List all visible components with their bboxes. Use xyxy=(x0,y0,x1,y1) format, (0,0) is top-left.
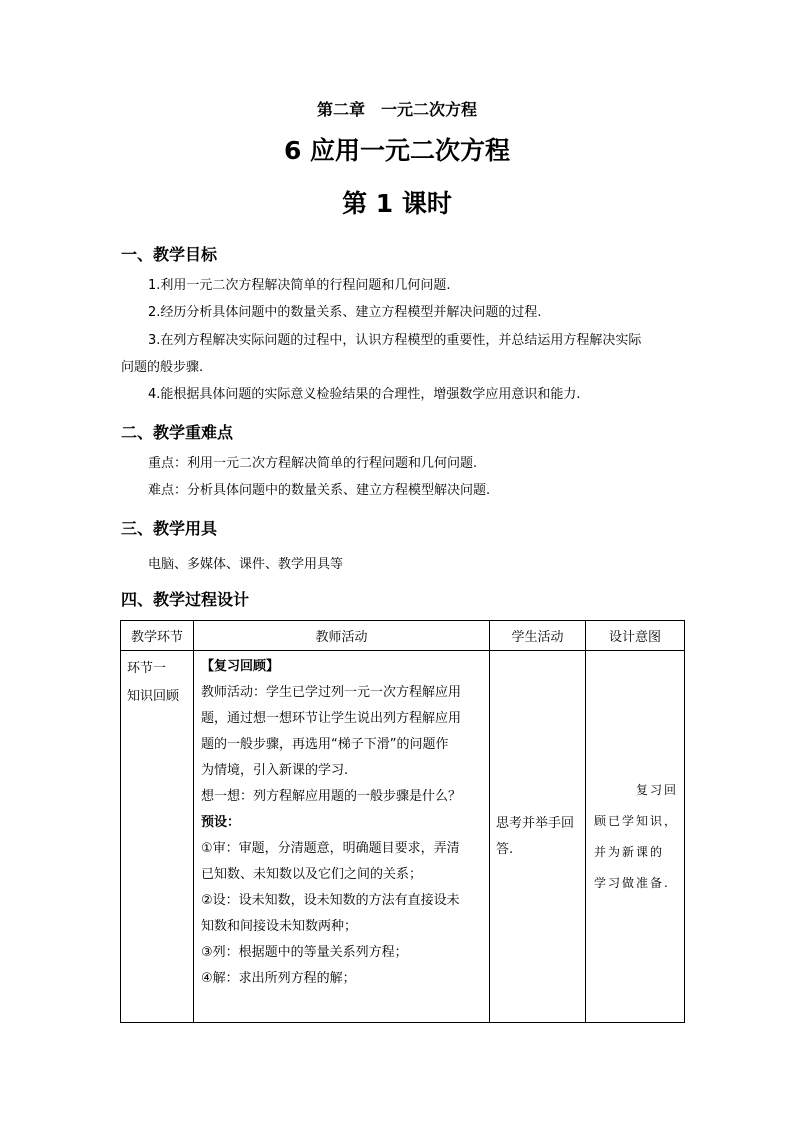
intent-line: 复习回 xyxy=(636,782,679,797)
goal-item-3-cont: 问题的般步骤. xyxy=(121,360,204,375)
goal-item-2: 2.经历分析具体问题中的数量关系、建立方程模型并解决问题的过程. xyxy=(148,305,542,320)
process-table xyxy=(120,620,685,1023)
step-line: ①审：审题，分清题意，明确题目要求，弄清 xyxy=(201,841,460,856)
intent-line: 学习做准备. xyxy=(594,875,670,890)
intent-line: 并为新课的 xyxy=(594,844,665,859)
key-point-item: 重点：利用一元二次方程解决简单的行程问题和几何问题. xyxy=(148,456,478,471)
teacher-line: 题的一般步骤，再选用“梯子下滑”的问题作 xyxy=(201,737,449,752)
step-line: ③列：根据题中的等量关系列方程； xyxy=(201,945,408,960)
key-points-heading: 二、教学重难点 xyxy=(121,423,234,442)
goal-item-4: 4.能根据具体问题的实际意义检验结果的合理性，增强数学应用意识和能力. xyxy=(148,387,581,402)
teacher-line: 题，通过想一想环节让学生说出列方程解应用 xyxy=(201,711,462,726)
stage-label: 环节一 xyxy=(127,661,167,676)
difficulty-item: 难点：分析具体问题中的数量关系、建立方程模型解决问题. xyxy=(148,483,491,498)
chapter-title: 第二章 一元二次方程 xyxy=(316,100,477,119)
student-activity-cell: 思考并举手回答. xyxy=(490,651,586,1023)
intent-line: 顾已学知识， xyxy=(594,813,679,828)
lesson-title: 6 应用一元二次方程 xyxy=(283,136,511,165)
design-intent-cell xyxy=(586,651,685,1023)
goal-item-1: 1.利用一元二次方程解决简单的行程问题和几何问题. xyxy=(148,278,451,293)
stage-name: 知识回顾 xyxy=(127,689,180,704)
goal-item-3: 3.在列方程解决实际问题的过程中，认识方程模型的重要性，并总结运用方程解决实际 xyxy=(148,333,642,348)
teacher-line: 教师活动：学生已学过列一元一次方程解应用 xyxy=(201,685,462,700)
step-line: 已知数、未知数以及它们之间的关系； xyxy=(201,867,423,882)
step-line: 知数和间接设未知数两种； xyxy=(201,919,358,934)
column-header-intent: 设计意图 xyxy=(586,621,685,651)
process-heading: 四、教学过程设计 xyxy=(121,590,250,609)
goals-heading: 一、教学目标 xyxy=(121,245,218,264)
step-line: ④解：求出所列方程的解； xyxy=(201,971,356,986)
period-title: 第 1 课时 xyxy=(342,189,452,218)
table-header-row xyxy=(121,621,685,651)
teacher-activity-cell xyxy=(194,651,490,1023)
tools-heading: 三、教学用具 xyxy=(121,519,218,538)
review-heading: 【复习回顾】 xyxy=(201,659,280,674)
stage-cell xyxy=(121,651,194,1023)
column-header-stage: 教学环节 xyxy=(121,621,194,651)
think-question: 想一想：列方程解应用题的一般步骤是什么？ xyxy=(201,789,462,804)
teacher-line: 为情境，引入新课的学习. xyxy=(201,763,349,778)
tools-text: 电脑、多媒体、课件、教学用具等 xyxy=(148,557,344,572)
table-row xyxy=(121,651,685,1023)
preset-label: 预设： xyxy=(201,815,241,830)
column-header-student: 学生活动 xyxy=(490,621,586,651)
column-header-teacher: 教师活动 xyxy=(194,621,490,651)
step-line: ②设：设未知数，设未知数的方法有直接设未 xyxy=(201,893,460,908)
